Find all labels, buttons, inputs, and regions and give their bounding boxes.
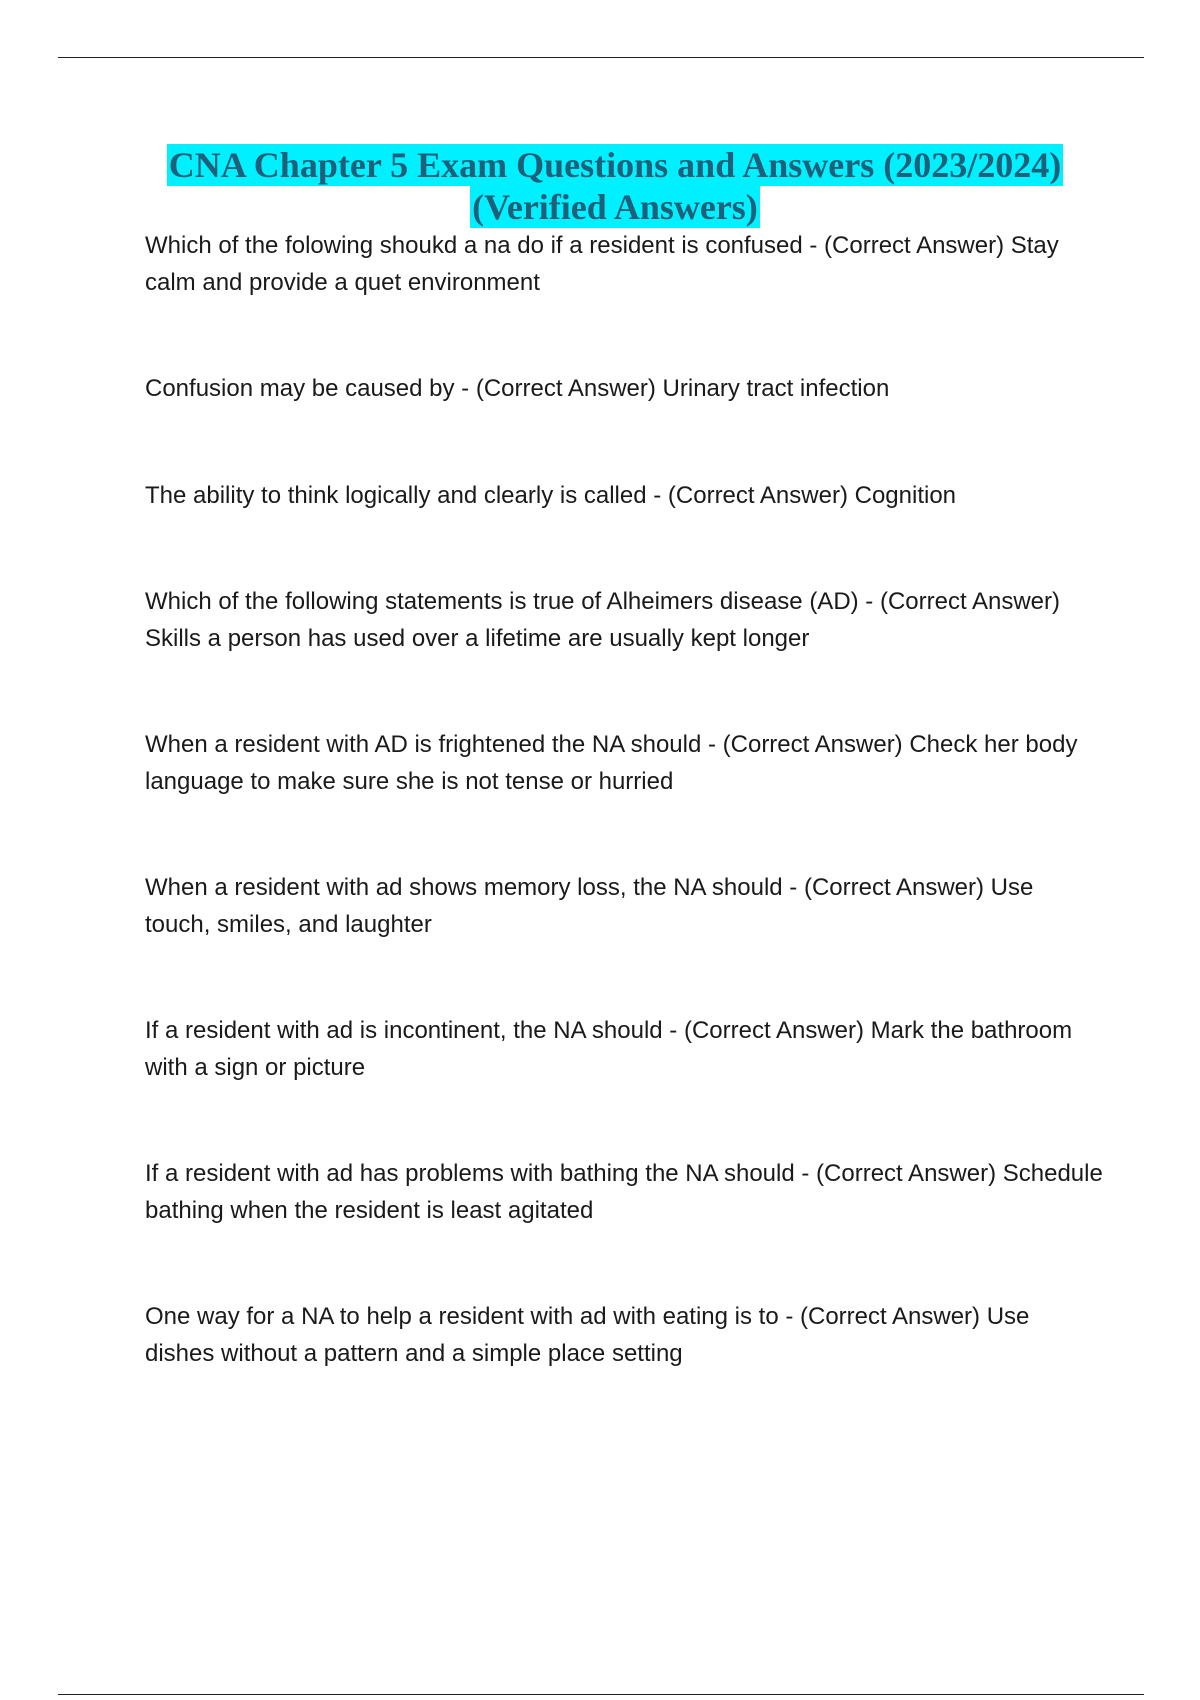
qa-item: Which of the following statements is true of Alheimers disease (AD) - (Correct Answer) Skills a person has used over a lifetime are usually kept longer: [145, 588, 1060, 652]
qa-item: The ability to think logically and clearly is called - (Correct Answer) Cognition: [145, 481, 957, 509]
bottom-rule: [58, 1694, 1144, 1695]
qa-list: [145, 228, 1105, 1372]
page-title: [58, 144, 1172, 228]
top-rule: [58, 57, 1144, 58]
qa-item: When a resident with ad shows memory loss, the NA should - (Correct Answer) Use touch, smiles, and laughter: [145, 874, 1034, 938]
qa-item: One way for a NA to help a resident with ad with eating is to - (Correct Answer) Use dishes without a pattern and a simple place setting: [145, 1303, 1030, 1367]
qa-item: If a resident with ad has problems with bathing the NA should - (Correct Answer) Schedule bathing when the resident is least agitated: [145, 1160, 1103, 1224]
title-line-1: CNA Chapter 5 Exam Questions and Answers (2023/2024): [168, 145, 1062, 185]
qa-item: When a resident with AD is frightened the NA should - (Correct Answer) Check her body language to make sure she is not tense or hurried: [145, 731, 1078, 795]
qa-item: Which of the folowing shoukd a na do if a resident is confused - (Correct Answer) Stay calm and provide a quet environment: [145, 232, 1059, 296]
qa-item: If a resident with ad is incontinent, the NA should - (Correct Answer) Mark the bathroom with a sign or picture: [145, 1017, 1073, 1081]
title-line-2: (Verified Answers): [472, 187, 758, 227]
qa-item: Confusion may be caused by - (Correct Answer) Urinary tract infection: [145, 375, 890, 402]
